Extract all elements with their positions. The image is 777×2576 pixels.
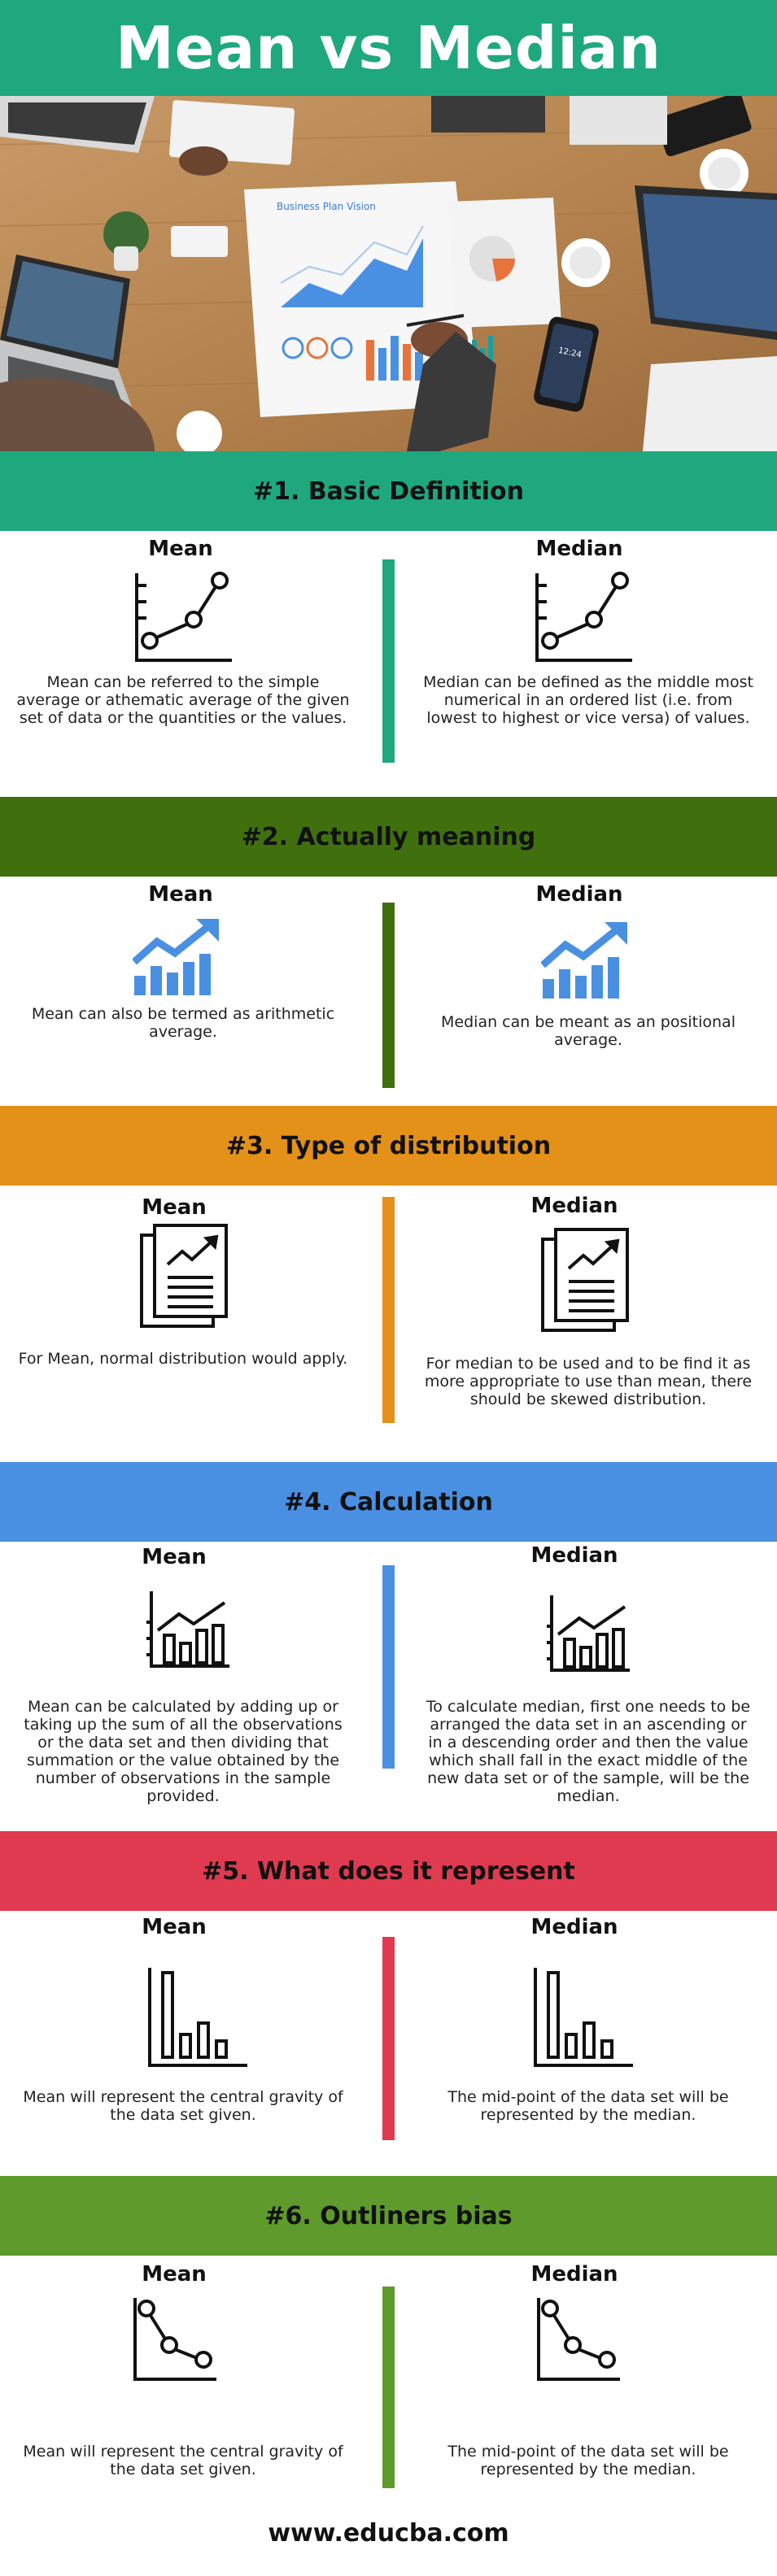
section-1-header	[0, 451, 777, 531]
section-2-header	[0, 797, 777, 877]
section-3-heading: #3. Type of distribution	[225, 1131, 552, 1160]
line-chart-icon	[130, 569, 236, 667]
section-6-header	[0, 2176, 777, 2256]
line-chart-icon	[530, 569, 636, 667]
report-document-icon	[138, 1224, 229, 1329]
section-4-median-text: To calculate median, first one needs to be arranged the data set in an ascending or in a descending order and then the value which shall fall in the exact middle of the new data set or of the sample, will be the median.	[426, 1698, 751, 1805]
section-3-mean-text: For Mean, normal distribution would apply.	[18, 1350, 348, 1368]
section-3-mean-label: Mean	[142, 1195, 207, 1220]
section-5-mean-label: Mean	[142, 1915, 207, 1939]
section-6-divider	[382, 2287, 395, 2488]
section-6-median-text: The mid-point of the data set will be represented by the median.	[447, 2443, 729, 2478]
descending-line-chart-icon	[534, 2295, 623, 2384]
bar-trend-chart-icon	[547, 1594, 632, 1673]
section-1-mean-label: Mean	[148, 537, 213, 561]
section-5-divider	[382, 1937, 395, 2140]
footer-url[interactable]: www.educba.com	[268, 2518, 509, 2548]
report-document-icon	[539, 1228, 631, 1334]
section-1-mean-text: Mean can be referred to the simple average or athematic average of the given set of data or the quantities or the values.	[16, 673, 350, 727]
section-2-divider	[382, 903, 395, 1088]
section-3-divider	[382, 1197, 395, 1423]
section-6-mean-label: Mean	[142, 2262, 207, 2287]
section-4-divider	[382, 1565, 395, 1769]
growth-bar-chart-icon	[133, 917, 222, 997]
report-title: Business Plan Vision	[277, 201, 376, 212]
section-5-header	[0, 1831, 777, 1911]
section-4-mean-label: Mean	[142, 1545, 207, 1569]
section-3-header	[0, 1106, 777, 1186]
section-3-median-text: For median to be used and to be find it as more appropriate to use than mean, there should be skewed distribution.	[424, 1355, 753, 1408]
section-1-median-text: Median can be defined as the middle most numerical in an ordered list (i.e. from lowest to highest or vice versa) of values.	[423, 673, 753, 727]
phone-time: 12:24	[557, 346, 583, 360]
section-1-divider	[382, 559, 395, 763]
section-1-heading: #1. Basic Definition	[252, 476, 525, 506]
section-2-median-label: Median	[535, 882, 623, 907]
section-2-mean-text: Mean can also be termed as arithmetic average.	[31, 1005, 335, 1041]
desk-photo-illustration	[0, 96, 777, 451]
section-1-median-label: Median	[535, 537, 623, 561]
section-4-header	[0, 1462, 777, 1542]
page-title: Mean vs Median	[116, 14, 661, 82]
section-4-mean-text: Mean can be calculated by adding up or taking up the sum of all the observations or the data set and then dividing that summation or the value obtained by the number of observations in the sample provided.	[24, 1698, 343, 1805]
section-2-median-text: Median can be meant as an positional average.	[441, 1013, 736, 1049]
section-5-mean-text: Mean will represent the central gravity of the data set given.	[23, 2088, 343, 2124]
section-2-heading: #2. Actually meaning	[241, 822, 536, 851]
descending-line-chart-icon	[130, 2295, 220, 2384]
section-5-median-text: The mid-point of the data set will be represented by the median.	[447, 2088, 729, 2124]
section-6-mean-text: Mean will represent the central gravity of the data set given.	[23, 2443, 343, 2478]
section-3-median-label: Median	[530, 1194, 618, 1218]
growth-bar-chart-icon	[541, 920, 631, 1000]
section-5-median-label: Median	[530, 1915, 618, 1939]
section-6-median-label: Median	[530, 2262, 618, 2287]
section-6-heading: #6. Outliners bias	[264, 2201, 513, 2230]
section-4-median-label: Median	[530, 1543, 618, 1568]
section-5-heading: #5. What does it represent	[202, 1856, 575, 1886]
title-bar	[0, 0, 777, 96]
section-2-mean-label: Mean	[148, 882, 213, 907]
hero-image	[0, 96, 777, 451]
bar-chart-icon	[530, 1966, 635, 2070]
bar-trend-chart-icon	[146, 1590, 232, 1669]
bar-chart-icon	[145, 1966, 249, 2070]
section-4-heading: #4. Calculation	[284, 1487, 493, 1516]
